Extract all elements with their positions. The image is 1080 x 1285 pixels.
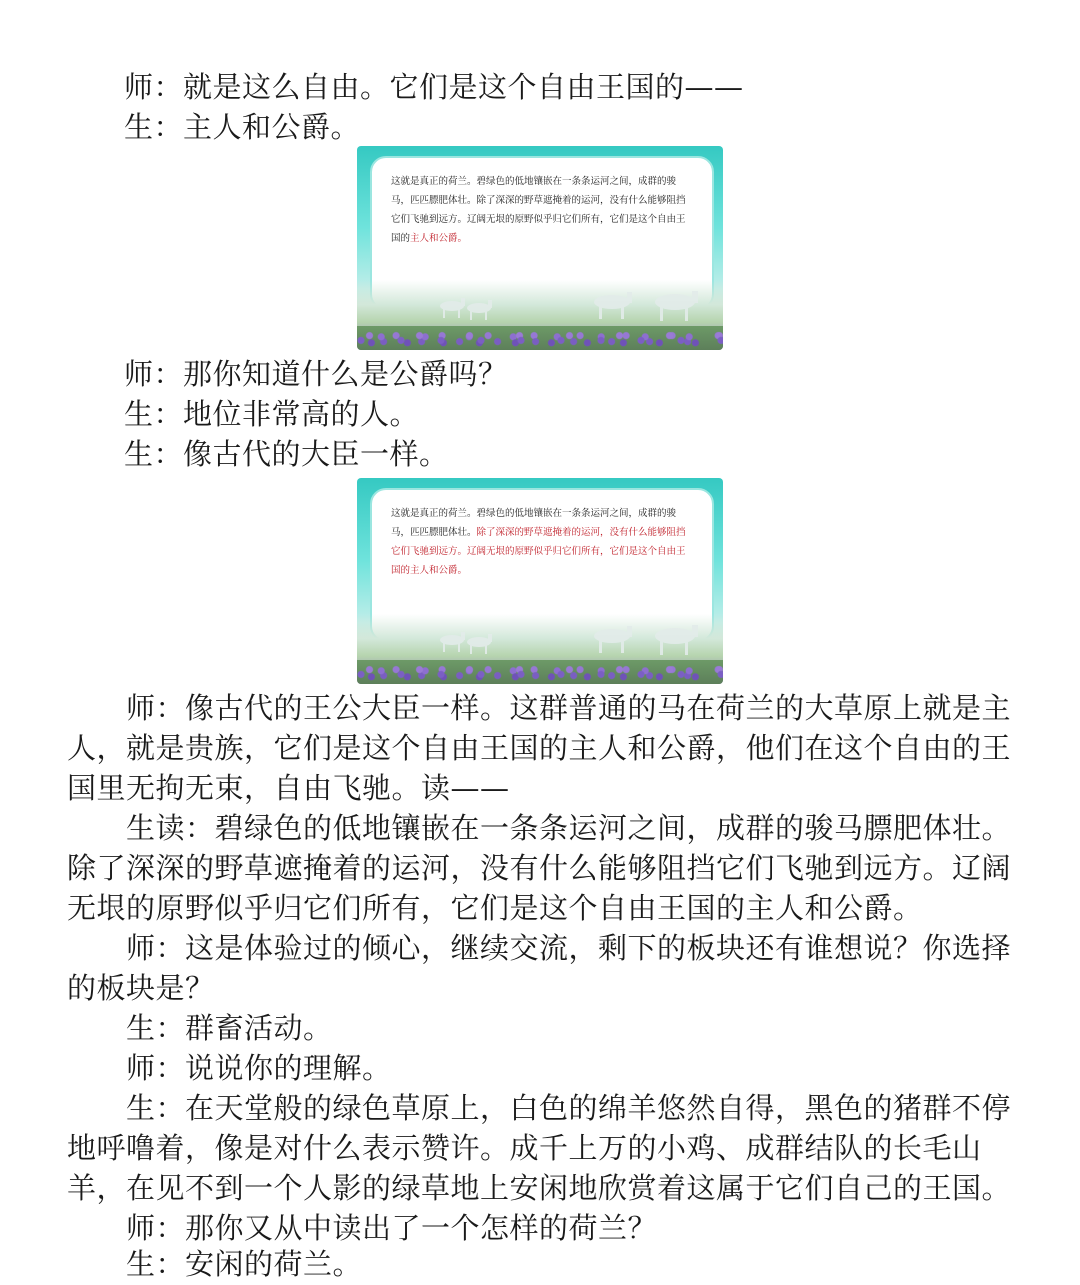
- slide-text: [391, 504, 691, 580]
- slide-image-1: [357, 146, 723, 350]
- dialogue-line: 师：那你知道什么是公爵吗？: [124, 357, 508, 391]
- dialogue-line: 生：安闲的荷兰。: [67, 1247, 363, 1281]
- horses-illustration: [357, 288, 723, 328]
- dialogue-line: 国里无拘无束，自由飞驰。读——: [67, 771, 510, 805]
- dialogue-line: 生：地位非常高的人。: [124, 397, 420, 431]
- dialogue-line: 师：这是体验过的倾心，继续交流，剩下的板块还有谁想说？你选择: [67, 931, 1012, 965]
- dialogue-line: 的板块是？: [67, 971, 215, 1005]
- dialogue-line: 羊，在见不到一个人影的绿草地上安闲地欣赏着这属于它们自己的王国。: [67, 1171, 1012, 1205]
- flowers-illustration: [357, 326, 723, 350]
- dialogue-line: 人，就是贵族，它们是这个自由王国的主人和公爵，他们在这个自由的王: [67, 731, 1012, 765]
- dialogue-line: 生：在天堂般的绿色草原上，白色的绵羊悠然自得，黑色的猪群不停: [67, 1091, 1012, 1125]
- dialogue-line: 生：群畜活动。: [67, 1011, 333, 1045]
- dialogue-line: 师：像古代的王公大臣一样。这群普通的马在荷兰的大草原上就是主: [67, 691, 1012, 725]
- dialogue-line: 生读：碧绿色的低地镶嵌在一条条运河之间，成群的骏马膘肥体壮。: [67, 811, 1012, 845]
- dialogue-line: 师：就是这么自由。它们是这个自由王国的——: [124, 70, 744, 104]
- dialogue-line: 除了深深的野草遮掩着的运河，没有什么能够阻挡它们飞驰到远方。辽阔: [67, 851, 1012, 885]
- slide-text-black: 这就是真正的荷兰。碧绿色的低地镶嵌在一条条运河之间，成群的骏马，匹匹膘肥体壮。除了深深的野草遮掩着的运河，没有什么能够阻挡它们飞驰到远方。辽阔无垠的原野似乎归它们所有，它们是这个自由王国的: [391, 176, 686, 244]
- slide-image-2: [357, 478, 723, 684]
- dialogue-line: 生：像古代的大臣一样。: [124, 437, 449, 471]
- dialogue-line: 地呼噜着，像是对什么表示赞许。成千上万的小鸡、成群结队的长毛山: [67, 1131, 982, 1165]
- dialogue-line: 师：那你又从中读出了一个怎样的荷兰？: [67, 1211, 658, 1245]
- dialogue-line: 无垠的原野似乎归它们所有，它们是这个自由王国的主人和公爵。: [67, 891, 923, 925]
- horses-illustration: [357, 622, 723, 662]
- slide-text-black: 这就是真正的荷兰。碧绿色的低地镶嵌在一条条运河之间，成群的骏马，匹匹膘肥体壮。: [391, 508, 677, 538]
- dialogue-line: 生：主人和公爵。: [124, 110, 361, 144]
- slide-text-highlight: 除了深深的野草遮掩着的运河，没有什么能够阻挡它们飞驰到远方。辽阔无垠的原野似乎归它们所有，它们是这个自由王国的主人和公爵。: [391, 527, 686, 576]
- flowers-illustration: [357, 660, 723, 684]
- dialogue-line: 师：说说你的理解。: [67, 1051, 392, 1085]
- slide-text: [391, 172, 691, 248]
- slide-text-highlight: 主人和公爵。: [410, 233, 468, 244]
